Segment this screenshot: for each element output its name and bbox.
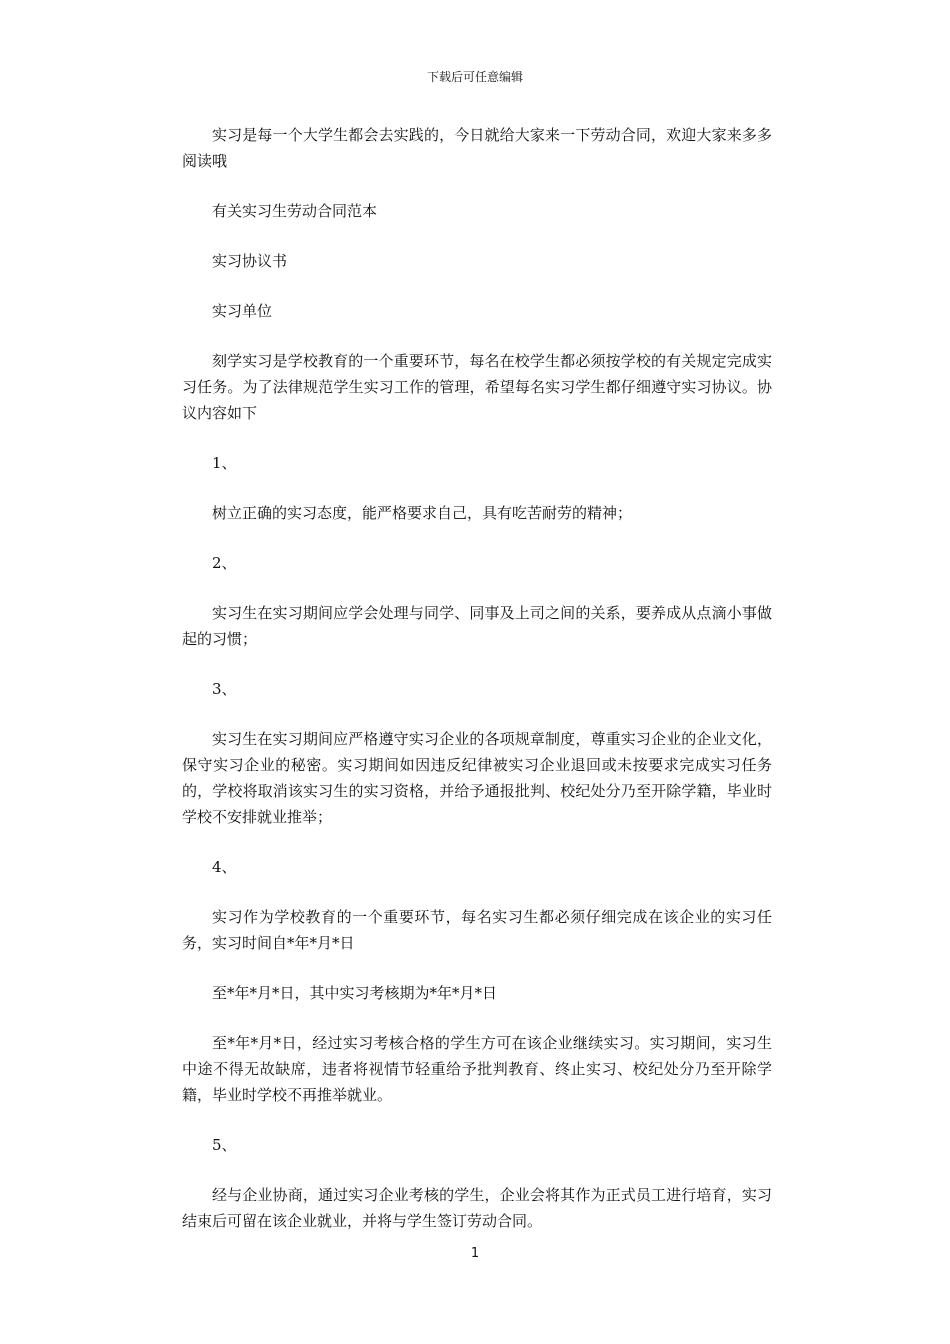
clause-number-2: 2、 [212,554,237,572]
agreement-title: 实习协议书 [212,252,288,270]
clause-text-1: 树立正确的实习态度，能严格要求自己，具有吃苦耐劳的精神； [212,504,633,522]
preamble-paragraph: 刻学实习是学校教育的一个重要环节，每名在校学生都必须按学校的有关规定完成实习任务。为了法律规范学生实习工作的管理，希望每名实习学生都仔细遵守实习协议。协议内容如下 [182,352,772,422]
page-number: 1 [470,1246,480,1261]
clause-text-4a: 实习作为学校教育的一个重要环节，每名实习生都必须仔细完成在该企业的实习任务，实习时间自*年*月*日 [182,908,772,952]
clause-text-3: 实习生在实习期间应严格遵守实习企业的各项规章制度，尊重实习企业的企业文化，保守实习企业的秘密。实习期间如因违反纪律被实习企业退回或未按要求完成实习任务的，学校将取消该实习生的实习资格，并给予通报批判、校纪处分乃至开除学籍，毕业时学校不安排就业推举； [182,730,772,826]
intro-paragraph: 实习是每一个大学生都会去实践的，今日就给大家来一下劳动合同，欢迎大家来多多阅读哦 [182,126,772,170]
page-header: 下载后可任意编辑 [426,70,523,84]
internship-unit-label: 实习单位 [212,302,273,320]
document-title: 有关实习生劳动合同范本 [212,202,378,220]
document-body [182,122,772,1258]
clause-number-1: 1、 [212,454,237,472]
clause-number-3: 3、 [212,680,237,698]
clause-number-5: 5、 [212,1136,237,1154]
clause-text-4b: 至*年*月*日，其中实习考核期为*年*月*日 [212,984,498,1002]
clause-number-4: 4、 [212,858,237,876]
clause-text-4c: 至*年*月*日，经过实习考核合格的学生方可在该企业继续实习。实习期间，实习生中途不得无故缺席，违者将视情节轻重给予批判教育、终止实习、校纪处分乃至开除学籍，毕业时学校不再推举就业。 [182,1034,772,1104]
clause-text-5: 经与企业协商，通过实习企业考核的学生，企业会将其作为正式员工进行培育，实习结束后可留在该企业就业，并将与学生签订劳动合同。 [182,1186,772,1230]
clause-text-2: 实习生在实习期间应学会处理与同学、同事及上司之间的关系，要养成从点滴小事做起的习惯； [182,604,772,648]
